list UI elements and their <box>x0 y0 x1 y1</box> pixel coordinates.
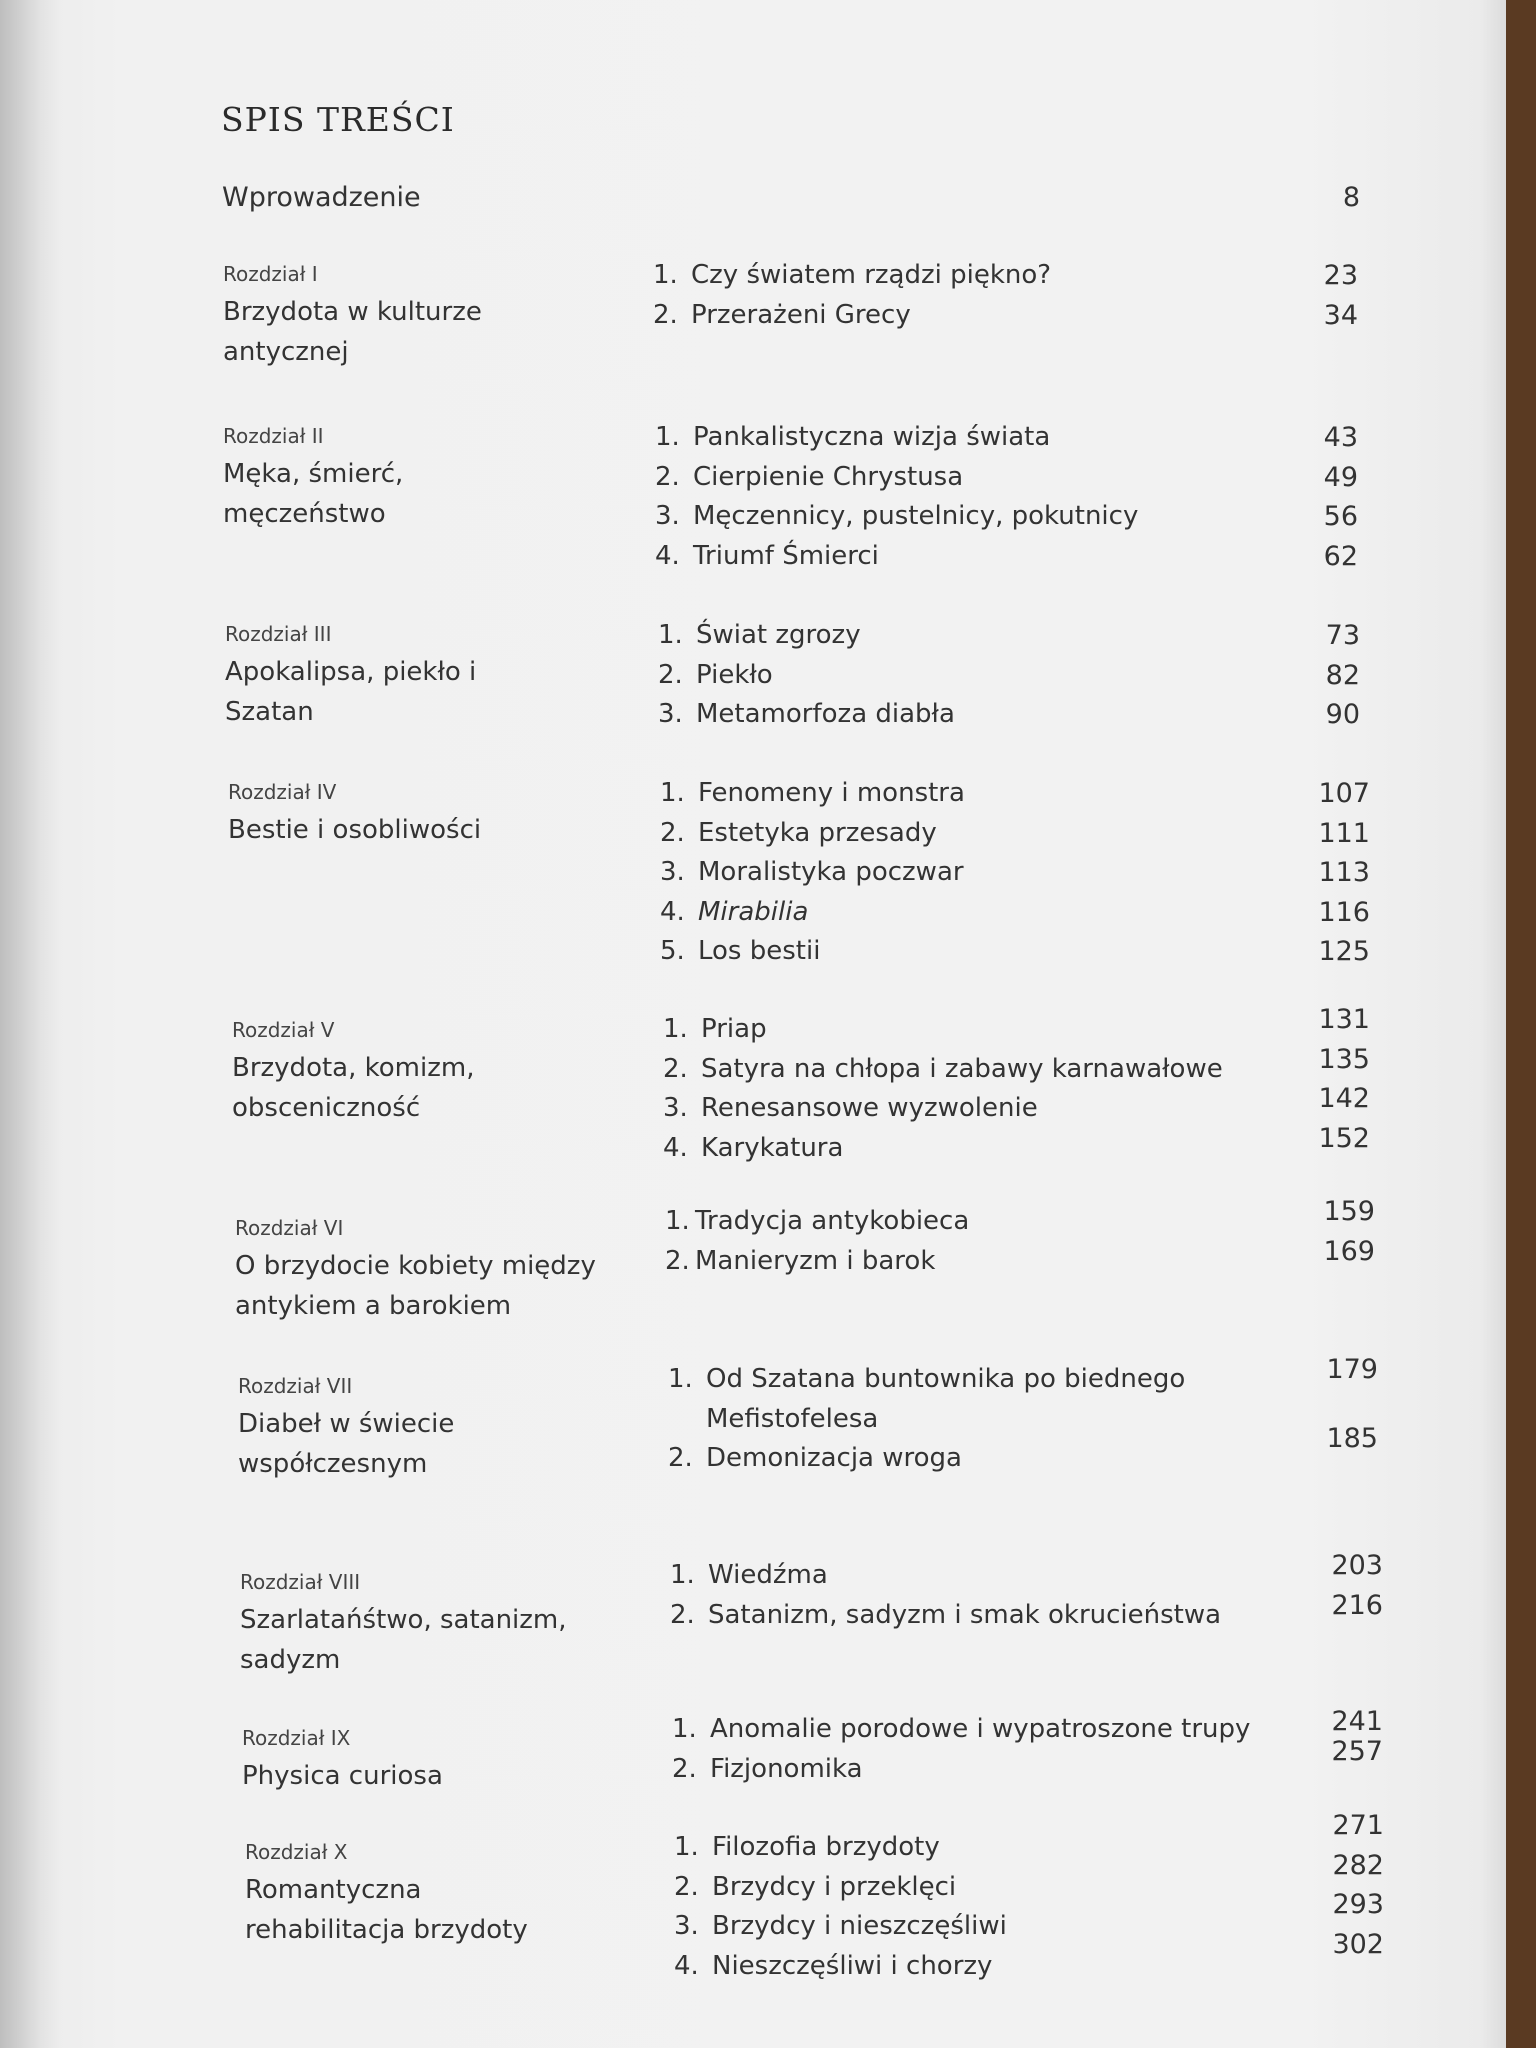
page-number: 34 <box>1323 299 1358 331</box>
section-entry: 2. Demonizacja wroga 185 <box>668 1439 1228 1479</box>
page-number: 113 <box>1318 857 1370 888</box>
chapter-number: Rozdział I <box>223 262 318 286</box>
section-entry: 3. Metamorfoza diabła 90 <box>658 695 955 735</box>
section-entry: 3. Renesansowe wyzwolenie 142 <box>663 1089 1223 1129</box>
section-list <box>663 1004 1370 1168</box>
page-number: 142 <box>1318 1083 1370 1114</box>
page-number: 293 <box>1332 1889 1384 1920</box>
page-number: 49 <box>1323 461 1358 493</box>
chapter-title: Romantyczna rehabilitacja brzydoty <box>245 1875 528 1945</box>
section-entry: 1. Filozofia brzydoty 271 <box>674 1828 1007 1868</box>
page-number: 302 <box>1332 1928 1384 1960</box>
page-number: 131 <box>1318 1004 1370 1035</box>
section-entry: 4. Triumf Śmierci 62 <box>655 537 1138 577</box>
section-list <box>655 418 1358 576</box>
page-number: 216 <box>1331 1589 1383 1621</box>
section-entry: 3. Moralistyka poczwar 113 <box>660 853 965 893</box>
section-entry: 1. Fenomeny i monstra 107 <box>660 774 965 814</box>
chapter-number: Rozdział X <box>245 1840 348 1864</box>
page-number: 282 <box>1332 1849 1384 1881</box>
page-number: 241 <box>1331 1706 1383 1737</box>
section-entry: 2. Cierpienie Chrystusa 49 <box>655 458 1138 498</box>
chapter-number: Rozdział V <box>232 1018 335 1042</box>
page-number: 257 <box>1331 1735 1383 1767</box>
section-entry: 2. Przerażeni Grecy 34 <box>653 296 1051 336</box>
section-entry: 2. Fizjonomika 257 <box>672 1750 1250 1790</box>
chapter-number: Rozdział VIII <box>240 1570 361 1594</box>
page-number: 169 <box>1323 1235 1375 1267</box>
page-number: 179 <box>1326 1354 1378 1385</box>
page-number: 125 <box>1318 936 1370 967</box>
section-entry: 5. Los bestii 125 <box>660 932 965 972</box>
page-number: 159 <box>1323 1196 1375 1227</box>
section-entry: 4. Nieszczęśliwi i chorzy 302 <box>674 1947 1007 1987</box>
section-entry: 2. Piekło 82 <box>658 656 955 696</box>
section-list <box>668 1354 1378 1479</box>
chapter-title: Apokalipsa, piekło i Szatan <box>225 657 477 727</box>
section-list <box>672 1706 1383 1789</box>
page-number: 152 <box>1318 1122 1370 1154</box>
page-number: 271 <box>1332 1810 1384 1841</box>
chapter-number: Rozdział II <box>223 424 324 448</box>
section-entry: 1. Czy światem rządzi piękno? 23 <box>653 256 1051 296</box>
section-list <box>658 616 1360 735</box>
section-entry: 2. Estetyka przesady 111 <box>660 814 965 854</box>
chapter-number: Rozdział VII <box>238 1374 353 1398</box>
section-entry: 1. Od Szatana buntownika po biednego Mefistofelesa 179 <box>668 1360 1228 1439</box>
chapter-number: Rozdział III <box>225 622 332 646</box>
page-number: 23 <box>1323 260 1358 291</box>
chapter-title: Brzydota w kulturze antycznej <box>223 297 482 367</box>
section-entry: 1. Priap 131 <box>663 1010 1223 1050</box>
chapter-title: Diabeł w świecie współczesnym <box>238 1409 455 1479</box>
section-entry: 2. Satanizm, sadyzm i smak okrucieństwa 216 <box>670 1596 1221 1636</box>
section-entry: 1. Pankalistyczna wizja świata 43 <box>655 418 1138 458</box>
section-entry: 1. Wiedźma 203 <box>670 1556 1221 1596</box>
page-number: 111 <box>1318 817 1370 849</box>
page-title: SPIS TREŚCI <box>221 100 455 139</box>
section-entry: 4. Karykatura 152 <box>663 1129 1223 1169</box>
section-entry: 2. Satyra na chłopa i zabawy karnawałowe 135 <box>663 1050 1223 1090</box>
page-number: 116 <box>1318 896 1370 928</box>
chapter-title: Brzydota, komizm, obsceniczność <box>232 1053 475 1123</box>
page-number: 185 <box>1326 1423 1378 1454</box>
chapter-title: Szarlatańśtwo, satanizm, sadyzm <box>240 1605 567 1675</box>
chapter-title: Physica curiosa <box>242 1761 443 1791</box>
section-entry: 4. Mirabilia 116 <box>660 893 965 933</box>
section-entry: 3. Brzydcy i nieszczęśliwi 293 <box>674 1907 1007 1947</box>
section-list <box>665 1196 1375 1281</box>
chapter-title: Męka, śmierć, męczeństwo <box>223 459 404 529</box>
page-number: 43 <box>1323 422 1358 453</box>
chapter-number: Rozdział VI <box>235 1216 344 1240</box>
chapter-title: O brzydocie kobiety między antykiem a barokiem <box>235 1251 596 1321</box>
section-list <box>660 774 1370 972</box>
section-list <box>653 256 1358 335</box>
page-number: 203 <box>1331 1550 1383 1581</box>
gutter-shadow <box>0 0 60 2048</box>
page-number: 56 <box>1323 501 1358 532</box>
chapter-title: Bestie i osobliwości <box>228 815 482 845</box>
chapter-number: Rozdział IX <box>242 1726 351 1750</box>
section-list <box>670 1550 1383 1635</box>
section-list <box>674 1810 1384 1986</box>
section-entry: 2. Brzydcy i przeklęci 282 <box>674 1868 1007 1908</box>
page-number: 90 <box>1325 699 1360 730</box>
intro-label: Wprowadzenie <box>222 182 421 213</box>
section-entry: 1. Anomalie porodowe i wypatroszone trupy 241 <box>672 1710 1250 1750</box>
section-entry: 2. Manieryzm i barok 169 <box>665 1242 969 1282</box>
page-number: 62 <box>1323 540 1358 572</box>
section-entry: 3. Męczennicy, pustelnicy, pokutnicy 56 <box>655 497 1138 537</box>
section-entry: 1. Świat zgrozy 73 <box>658 616 955 656</box>
section-entry: 1. Tradycja antykobieca 159 <box>665 1202 969 1242</box>
page-number: 82 <box>1325 659 1360 691</box>
chapter-number: Rozdział IV <box>228 780 337 804</box>
intro-page-number: 8 <box>1342 182 1360 213</box>
page-number: 135 <box>1318 1043 1370 1075</box>
page-number: 73 <box>1325 620 1360 651</box>
page-number: 107 <box>1318 778 1370 809</box>
